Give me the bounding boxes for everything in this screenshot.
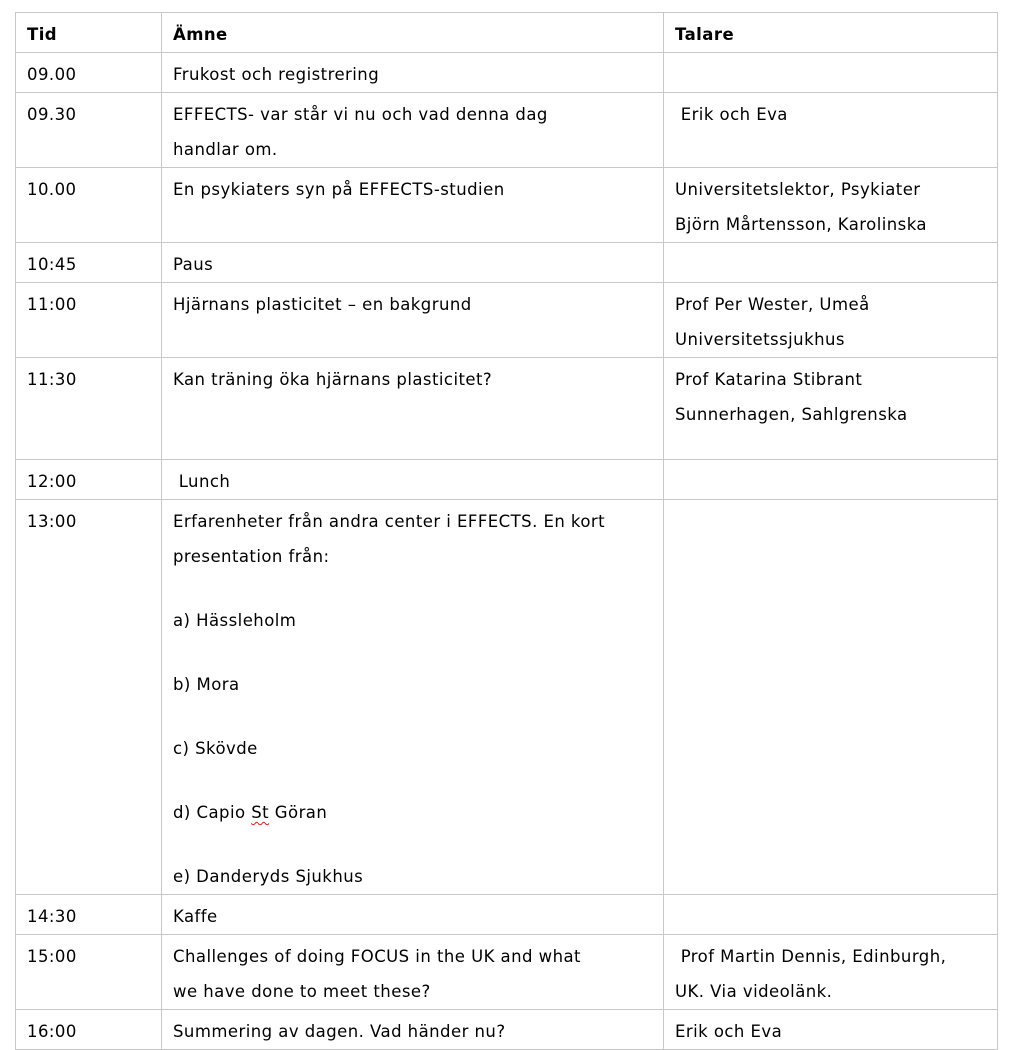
speaker-line: Universitetslektor, Psykiater [675, 180, 921, 199]
topic-line: EFFECTS- var står vi nu och vad denna dag [173, 105, 548, 124]
table-row [16, 243, 998, 283]
speaker-line: Erik och Eva [675, 105, 788, 124]
topic-line: En psykiaters syn på EFFECTS-studien [173, 180, 505, 199]
topic-cell [162, 283, 664, 358]
topic-cell [162, 895, 664, 935]
speaker-cell [664, 243, 998, 283]
center-item-mora: b) Mora [173, 675, 240, 694]
center-item-danderyds-sjukhus: e) Danderyds Sjukhus [173, 867, 364, 886]
spellcheck-word: St [251, 803, 270, 822]
header-time: Tid [16, 13, 162, 53]
topic-line: Lunch [173, 472, 231, 491]
table-row [16, 168, 998, 243]
speaker-cell [664, 283, 998, 358]
speaker-cell [664, 460, 998, 500]
topic-line: Paus [173, 255, 214, 274]
speaker-cell [664, 358, 998, 460]
center-prefix: d) Capio [173, 803, 252, 822]
topic-cell [162, 168, 664, 243]
topic-cell [162, 53, 664, 93]
topic-line: Challenges of doing FOCUS in the UK and what [173, 947, 581, 966]
table-row [16, 53, 998, 93]
topic-line: Hjärnans plasticitet – en bakgrund [173, 295, 472, 314]
speaker-line: Björn Mårtensson, Karolinska [675, 215, 927, 234]
topic-line: Summering av dagen. Vad händer nu? [173, 1022, 506, 1041]
speaker-cell [664, 53, 998, 93]
time-cell: 15:00 [16, 935, 162, 1010]
topic-cell [162, 358, 664, 460]
table-row [16, 935, 998, 1010]
topic-line: we have done to meet these? [173, 982, 431, 1001]
center-suffix: Göran [269, 803, 328, 822]
topic-line: presentation från: [173, 547, 330, 566]
topic-line: Kaffe [173, 907, 218, 926]
speaker-line: Sunnerhagen, Sahlgrenska [675, 405, 908, 424]
speaker-line: Erik och Eva [675, 1022, 783, 1041]
agenda-table [15, 12, 998, 1050]
speaker-line: Prof Per Wester, Umeå [675, 295, 870, 314]
topic-line: Frukost och registrering [173, 65, 380, 84]
table-row [16, 358, 998, 460]
topic-cell [162, 1010, 664, 1050]
speaker-line: Universitetssjukhus [675, 330, 845, 349]
topic-line: Kan träning öka hjärnans plasticitet? [173, 370, 493, 389]
time-cell: 11:00 [16, 283, 162, 358]
topic-cell [162, 500, 664, 895]
speaker-cell [664, 93, 998, 168]
speaker-line: Prof Katarina Stibrant [675, 370, 863, 389]
table-row [16, 93, 998, 168]
table-header-row [16, 13, 998, 53]
time-cell: 09.30 [16, 93, 162, 168]
speaker-cell [664, 168, 998, 243]
table-row [16, 283, 998, 358]
topic-line: Erfarenheter från andra center i EFFECTS. En kort [173, 512, 606, 531]
table-row [16, 1010, 998, 1050]
topic-line: handlar om. [173, 140, 278, 159]
topic-cell [162, 243, 664, 283]
time-cell: 16:00 [16, 1010, 162, 1050]
time-cell: 10:45 [16, 243, 162, 283]
time-cell: 12:00 [16, 460, 162, 500]
speaker-cell [664, 1010, 998, 1050]
center-item-capio-st-goran [173, 795, 653, 830]
time-cell: 14:30 [16, 895, 162, 935]
header-topic: Ämne [162, 13, 664, 53]
table-row [16, 500, 998, 895]
table-row [16, 460, 998, 500]
topic-cell [162, 460, 664, 500]
time-cell: 10.00 [16, 168, 162, 243]
speaker-cell [664, 935, 998, 1010]
center-item-skovde: c) Skövde [173, 739, 258, 758]
speaker-line: UK. Via videolänk. [675, 982, 833, 1001]
header-speaker: Talare [664, 13, 998, 53]
speaker-cell [664, 895, 998, 935]
time-cell: 09.00 [16, 53, 162, 93]
speaker-cell [664, 500, 998, 895]
table-row [16, 895, 998, 935]
topic-cell [162, 935, 664, 1010]
speaker-line: Prof Martin Dennis, Edinburgh, [675, 947, 947, 966]
time-cell: 11:30 [16, 358, 162, 460]
topic-cell [162, 93, 664, 168]
time-cell: 13:00 [16, 500, 162, 895]
center-item-hassleholm: a) Hässleholm [173, 611, 297, 630]
